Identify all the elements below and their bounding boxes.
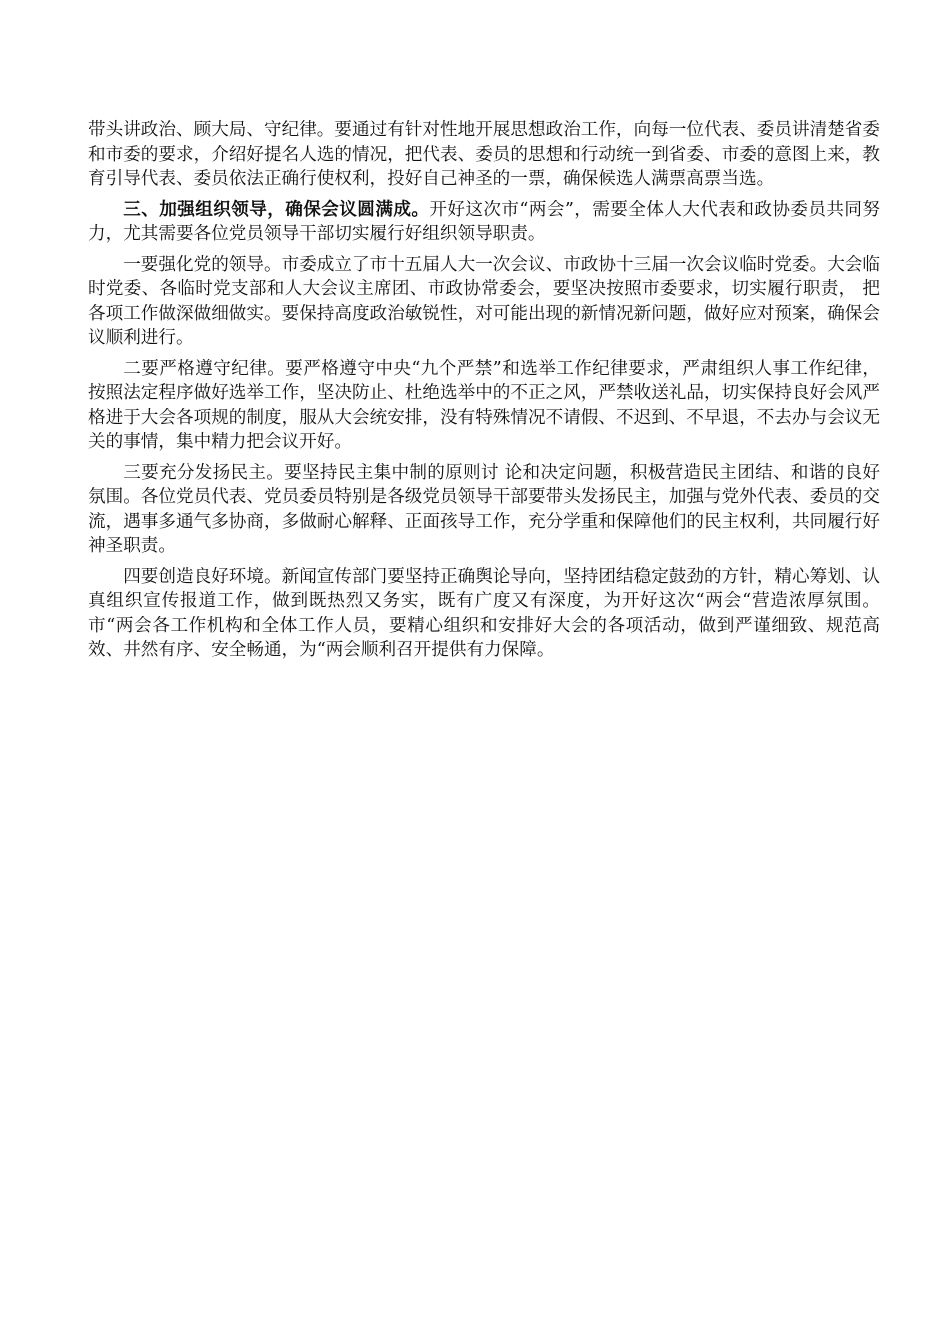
paragraph-text: 四要创造良好环境。新闻宣传部门要坚持正确舆论导向，坚持团结稳定鼓劲的方针，精心筹划、认真组织宣传报道工作，做到既热烈又务实，既有广度又有深度，为开好这次“两会“营造浓厚氛围。市“两会各工作机构和全体工作人员，要精心组织和安排好大会的各项活动，做到严谨细致、规范高效、井然有序、安全畅通，为“两会顺利召开提供有力保障。 xyxy=(88,566,880,660)
paragraph-text: 二要严格遵守纪律。要严格遵守中央“九个严禁”和选举工作纪律要求，严肃组织人事工作纪律，按照法定程序做好选举工作，坚决防止、杜绝选举中的不正之风，严禁收送礼品，切实保持良好会风严格进于大会各项规的制度，服从大会统安排，没有特殊情况不请假、不迟到、不早退，不去办与会议无关的事情，集中精力把会议开好。 xyxy=(88,358,880,452)
paragraph-section-three xyxy=(88,198,880,247)
paragraph-text: 一要强化党的领导。市委成立了市十五届人大一次会议、市政协十三届一次会议临时党委。大会临时党委、各临时党支部和人大会议主席团、市政协常委会，要坚决按照市委要求，切实履行职责， 把各项工作做深做细做实。要保持高度政治敏锐性，对可能出现的新情况新问题，做好应对预案，确保会议顺利进行。 xyxy=(88,254,880,348)
paragraph-party-leadership xyxy=(88,253,880,351)
paragraph-democracy xyxy=(88,461,880,559)
paragraph-text: 开好这次市“两会”，需要全体人大代表和政协委员共同努力，尤其需要各位党员领导干部切实履行好组织领导职责。 xyxy=(88,199,880,244)
paragraph-continuation xyxy=(88,118,880,192)
section-heading: 三、加强组织领导，确保会议圆满成。 xyxy=(123,199,430,220)
paragraph-text: 带头讲政治、顾大局、守纪律。要通过有针对性地开展思想政治工作，向每一位代表、委员讲清楚省委和市委的要求，介绍好提名人选的情况，把代表、委员的思想和行动统一到省委、市委的意图上来，教育引导代表、委员依法正确行使权利，投好自己神圣的一票，确保候选人满票高票当选。 xyxy=(88,120,880,189)
paragraph-text: 三要充分发扬民主。要坚持民主集中制的原则讨 论和决定问题，积极营造民主团结、和谐的良好氛围。各位党员代表、党员委员特别是各级党员领导干部要带头发扬民主，加强与党外代表、委员的交流，遇事多通气多协商，多做耐心解释、正面孩导工作，充分学重和保障他们的民主权利，共同履行好神圣职责。 xyxy=(88,462,880,556)
document-page xyxy=(88,118,880,669)
paragraph-discipline xyxy=(88,357,880,455)
paragraph-environment xyxy=(88,565,880,663)
